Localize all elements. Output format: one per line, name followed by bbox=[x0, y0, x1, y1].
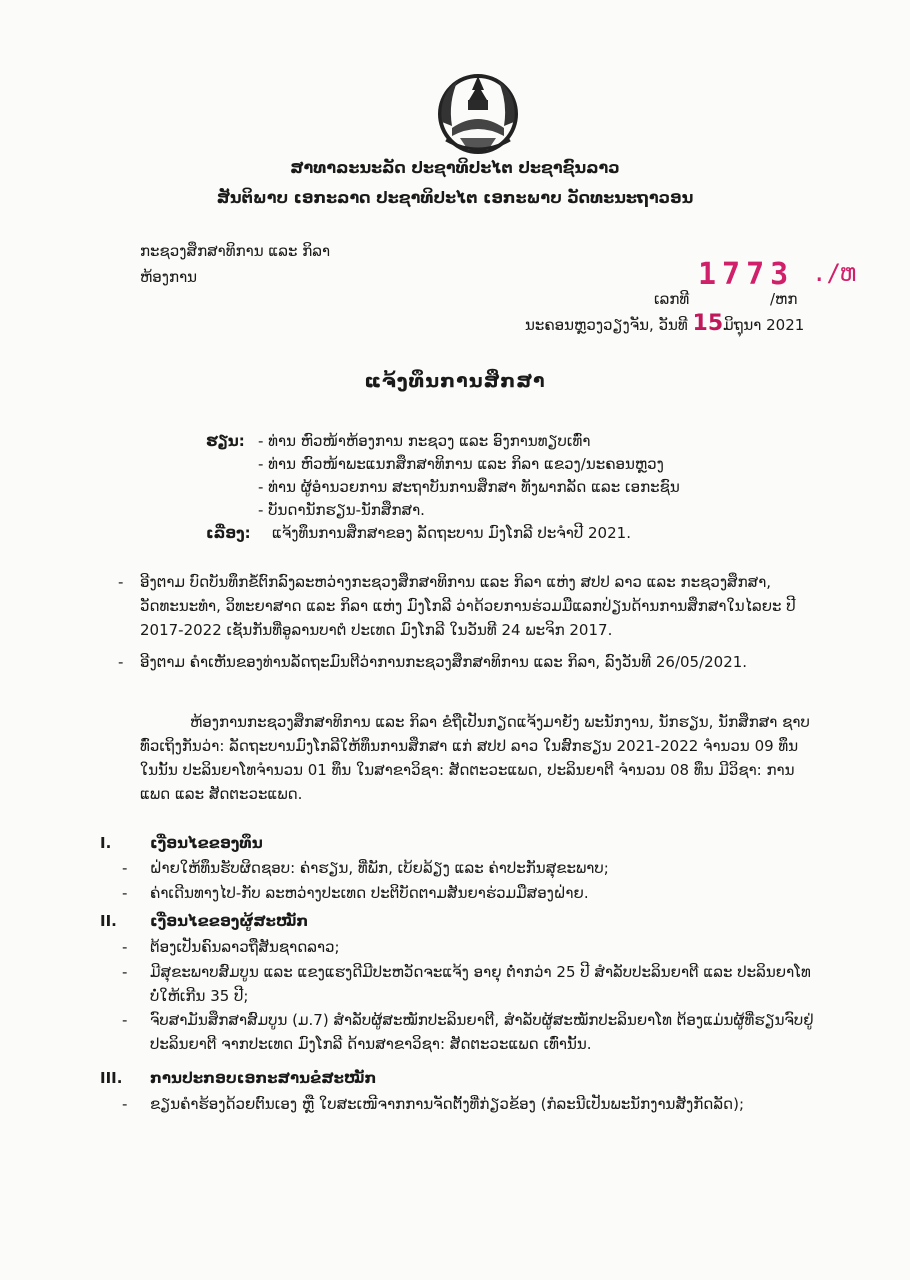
place-date bbox=[525, 313, 804, 336]
list-item-line: ບໍ່ໃຫ້ເກີນ 35 ປີ; bbox=[150, 987, 249, 1005]
list-item bbox=[122, 960, 840, 1008]
list-item bbox=[122, 881, 840, 905]
list-item-line: ປະລິນຍາຕີ ຈາກປະເທດ ມົງໂກລີ ດ້ານສາຂາວິຊາ: ສັດຕະວະແພດ ເທົ່ານັ້ນ. bbox=[150, 1035, 592, 1053]
reference-line: ອີງຕາມ ຄຳເຫັນຂອງທ່ານລັດຖະມົນຕີວ່າການກະຊວງສຶກສາທິການ ແລະ ກິລາ, ລົງວັນທີ 26/05/2021. bbox=[140, 653, 748, 671]
section-title: ເງື່ອນໄຂຂອງທຶນ bbox=[150, 834, 263, 852]
place-date-day: 15 bbox=[692, 311, 724, 336]
reference-paragraph bbox=[118, 650, 830, 674]
dash: - bbox=[122, 963, 128, 981]
body-line: ແພດ ແລະ ສັດຕະວະແພດ. bbox=[140, 785, 303, 803]
section-title: ເງື່ອນໄຂຂອງຜູ້ສະໝັກ bbox=[150, 912, 309, 930]
subject-text: ແຈ້ງທຶນການສຶກສາຂອງ ລັດຖະບານ ມົງໂກລີ ປະຈຳປີ 2021. bbox=[272, 524, 631, 542]
dash: - bbox=[122, 938, 128, 956]
section-number: I. bbox=[100, 834, 112, 852]
list-item bbox=[122, 1092, 840, 1116]
dash: - bbox=[122, 884, 128, 902]
body-line: ໃນນັ້ນ ປະລິນຍາໂທຈຳນວນ 01 ທຶນ ໃນສາຂາວິຊາ: ສັດຕະວະແພດ, ປະລິນຍາຕີ ຈຳນວນ 08 ທຶນ ມີວິຊາ: ການ bbox=[140, 761, 795, 779]
body-line: ທົ່ວເຖິງກັນວ່າ: ລັດຖະບານມົງໂກລີໃຫ້ທຶນການສຶກສາ ແກ່ ສປປ ລາວ ໃນສົກຮຽນ 2021-2022 ຈຳນວນ 09 ທຶນ bbox=[140, 737, 799, 755]
list-item-line: ມີສຸຂະພາບສົມບູນ ແລະ ແຂງແຮງດີມີປະຫວັດຈະແຈ້ງ ອາຍຸ ຕ່ຳກວ່າ 25 ປີ ສຳລັບປະລິນຍາຕີ ແລະ ປະລິນຍາໂທ bbox=[150, 963, 811, 981]
list-item bbox=[122, 856, 840, 880]
recipient-item: - ບັນດານັກຮຽນ-ນັກສຶກສາ. bbox=[258, 501, 425, 519]
recipient-item: - ທ່ານ ຫົວໜ້າຫ້ອງການ ກະຊວງ ແລະ ອົງການທຽບເທົ່າ bbox=[258, 432, 591, 450]
list-item-line: ຈົບສາມັນສຶກສາສົມບູນ (ມ.7) ສຳລັບຜູ້ສະໝັກປະລິນຍາຕີ, ສຳລັບຜູ້ສະໝັກປະລິນຍາໂທ ຕ້ອງແມ່ນຜູ້ທີ່ຮຽນຈົບຢູ່ bbox=[150, 1011, 814, 1029]
section-number: II. bbox=[100, 912, 117, 930]
dash: - bbox=[122, 859, 128, 877]
list-item-line: ຂຽນຄຳຮ້ອງດ້ວຍຕົນເອງ ຫຼື ໃບສະເໜີຈາກການຈັດຕັ້ງທີ່ກ່ຽວຂ້ອງ (ກໍລະນີເປັນພະນັກງານສັງກັດລັດ); bbox=[150, 1095, 745, 1113]
header-motto: ສັນຕິພາບ ເອກະລາດ ປະຊາທິປະໄຕ ເອກະພາບ ວັດທະນະຖາວອນ bbox=[216, 188, 694, 207]
reference-suffix-handwritten: ./ຫ bbox=[812, 259, 856, 287]
sender-office: ຫ້ອງການ bbox=[140, 268, 198, 286]
place-date-suffix: ມິຖຸນາ 2021 bbox=[723, 316, 805, 334]
reference-line: ວັດທະນະທຳ, ວິທະຍາສາດ ແລະ ກິລາ ແຫ່ງ ມົງໂກລີ ວ່າດ້ວຍການຮ່ວມມືແລກປ່ຽນດ້ານການສຶກສາໃນໄລຍະ ປີ bbox=[140, 597, 796, 615]
place-date-prefix: ນະຄອນຫຼວງວຽງຈັນ, ວັນທີ bbox=[525, 316, 688, 334]
list-item bbox=[122, 1008, 840, 1056]
body-paragraph bbox=[140, 710, 830, 806]
reference-number-suffix: /ຫກ bbox=[770, 290, 798, 308]
list-item-line: ຕ້ອງເປັນຄົນລາວຖືສັນຊາດລາວ; bbox=[150, 938, 340, 956]
recipients-label: ຮຽນ: bbox=[206, 432, 245, 450]
document-title: ແຈ້ງທຶນການສຶກສາ bbox=[364, 370, 546, 392]
lao-national-emblem-icon bbox=[418, 66, 538, 156]
sender-ministry: ກະຊວງສຶກສາທິການ ແລະ ກິລາ bbox=[140, 242, 331, 260]
list-item-line: ຄ່າເດີນທາງໄປ-ກັບ ລະຫວ່າງປະເທດ ປະຕິບັດຕາມສັນຍາຮ່ວມມືສອງຝ່າຍ. bbox=[150, 884, 589, 902]
reference-paragraph bbox=[118, 570, 830, 642]
reference-line: ອີງຕາມ ບົດບັນທຶກຂໍ້ຕົກລົງລະຫວ່າງກະຊວງສຶກສາທິການ ແລະ ກິລາ ແຫ່ງ ສປປ ລາວ ແລະ ກະຊວງສຶກສາ, bbox=[140, 573, 772, 591]
subject-label: ເລື່ອງ: bbox=[206, 524, 251, 542]
recipient-item: - ທ່ານ ຫົວໜ້າພະແນກສຶກສາທິການ ແລະ ກິລາ ແຂວງ/ນະຄອນຫຼວງ bbox=[258, 455, 664, 473]
reference-line: 2017-2022 ເຊັນກັນທີ່ອູລານບາຕໍ ປະເທດ ມົງໂກລີ ໃນວັນທີ 24 ພະຈິກ 2017. bbox=[140, 621, 613, 639]
dash: - bbox=[118, 653, 124, 671]
dash: - bbox=[122, 1011, 128, 1029]
header-republic: ສາທາລະນະລັດ ປະຊາທິປະໄຕ ປະຊາຊົນລາວ bbox=[290, 158, 620, 177]
body-line: ຫ້ອງການກະຊວງສຶກສາທິການ ແລະ ກິລາ ຂໍຖືເປັນກຽດແຈ້ງມາຍັງ ພະນັກງານ, ນັກຮຽນ, ນັກສຶກສາ ຊາບ bbox=[190, 713, 810, 731]
list-item-line: ຝ່າຍໃຫ້ທຶນຮັບຜິດຊອບ: ຄ່າຮຽນ, ທີ່ພັກ, ເບ້ຍລ້ຽງ ແລະ ຄ່າປະກັນສຸຂະພາບ; bbox=[150, 859, 609, 877]
section-number: III. bbox=[100, 1069, 123, 1087]
dash: - bbox=[122, 1095, 128, 1113]
list-item bbox=[122, 935, 840, 959]
dash: - bbox=[118, 573, 124, 591]
recipient-item: - ທ່ານ ຜູ້ອຳນວຍການ ສະຖາບັນການສຶກສາ ທັງພາກລັດ ແລະ ເອກະຊົນ bbox=[258, 478, 680, 496]
section-title: ການປະກອບເອກະສານຂໍສະໝັກ bbox=[150, 1069, 377, 1087]
reference-number-label: ເລກທີ bbox=[654, 290, 690, 308]
reference-number-handwritten: 1773 bbox=[698, 257, 795, 292]
